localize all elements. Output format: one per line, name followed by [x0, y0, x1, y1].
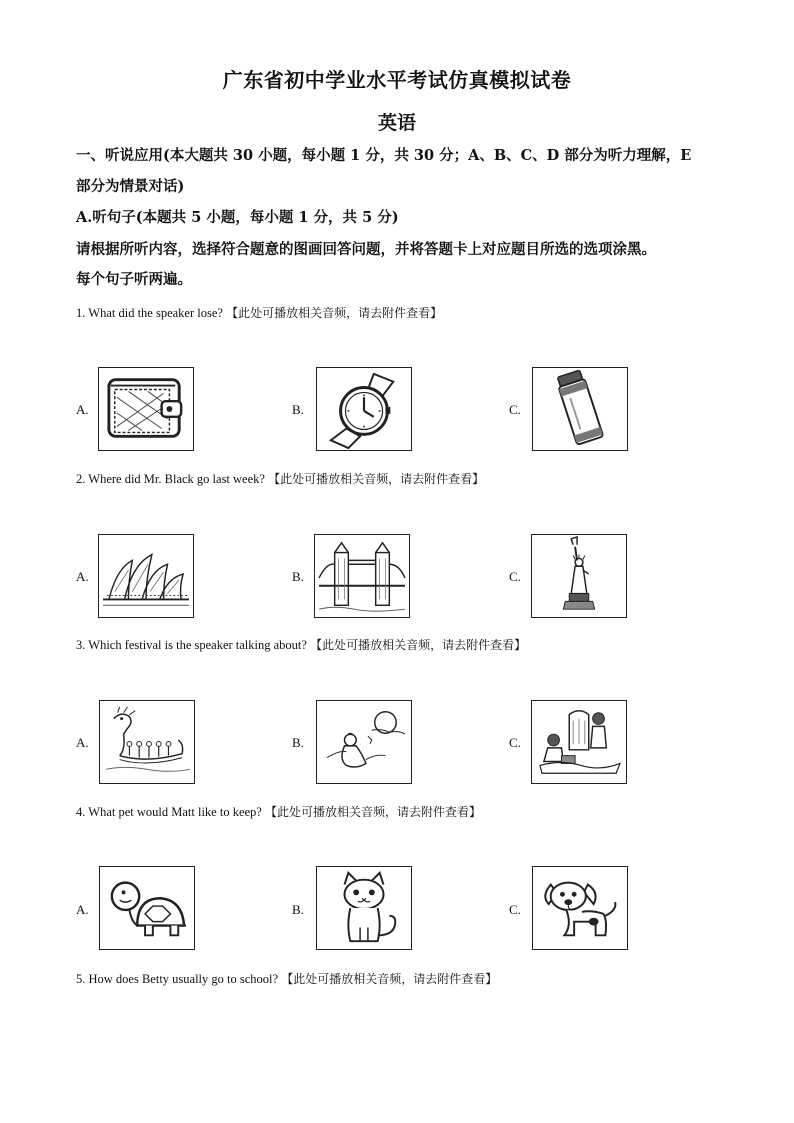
dragon-boat-image[interactable] — [99, 700, 195, 784]
audio-note-3[interactable]: 【此处可播放相关音频，请去附件查看】 — [310, 638, 527, 652]
section-heading-line2: 部分为情景对话) — [76, 178, 185, 195]
tower-bridge-image[interactable] — [314, 534, 410, 618]
question-2 — [76, 470, 484, 487]
turtle-image[interactable] — [99, 866, 195, 950]
option-1c-label: C. — [509, 402, 521, 417]
question-1 — [76, 304, 442, 321]
part-a-title: A.听句子(本题共 5 小题，每小题 1 分，共 5 分) — [76, 209, 399, 226]
moon-lady-icon — [317, 701, 411, 783]
statue-of-liberty-image[interactable] — [531, 534, 627, 618]
subject-title: 英语 — [377, 112, 416, 134]
audio-note-1[interactable]: 【此处可播放相关音频，请去附件查看】 — [226, 306, 443, 320]
dog-image[interactable] — [532, 866, 628, 950]
bottle-icon — [533, 368, 627, 450]
question-5-text: 5. How does Betty usually go to school? — [76, 972, 279, 986]
audio-note-2[interactable]: 【此处可播放相关音频，请去附件查看】 — [268, 472, 485, 486]
option-3a-label: A. — [76, 735, 89, 750]
option-1a-label: A. — [76, 402, 89, 417]
wallet-icon — [99, 368, 193, 450]
question-4-text: 4. What pet would Matt like to keep? — [76, 805, 262, 819]
dragon-boat-icon — [100, 701, 194, 783]
audio-note-5[interactable]: 【此处可播放相关音频，请去附件查看】 — [281, 972, 498, 986]
option-2c-label: C. — [509, 569, 521, 584]
option-4c-label: C. — [509, 902, 521, 917]
option-3b-label: B. — [292, 735, 304, 750]
option-2a-label: A. — [76, 569, 89, 584]
option-1b-label: B. — [292, 402, 304, 417]
cat-icon — [317, 867, 411, 949]
tomb-sweeping-image[interactable] — [531, 700, 627, 784]
bottle-image[interactable] — [532, 367, 628, 451]
instruction-line1: 请根据所听内容，选择符合题意的图画回答问题，并将答题卡上对应题目所选的选项涂黑。 — [76, 241, 656, 258]
question-2-text: 2. Where did Mr. Black go last week? — [76, 472, 265, 486]
exam-title: 广东省初中学业水平考试仿真模拟试卷 — [222, 68, 572, 92]
moon-lady-image[interactable] — [316, 700, 412, 784]
audio-note-4[interactable]: 【此处可播放相关音频，请去附件查看】 — [264, 805, 481, 819]
turtle-icon — [100, 867, 194, 949]
watch-icon — [317, 368, 411, 450]
watch-image[interactable] — [316, 367, 412, 451]
option-4a-label: A. — [76, 902, 89, 917]
question-1-text: 1. What did the speaker lose? — [76, 306, 223, 320]
statue-of-liberty-icon — [532, 535, 626, 617]
question-3 — [76, 636, 526, 653]
option-3c-label: C. — [509, 735, 521, 750]
option-2b-label: B. — [292, 569, 304, 584]
question-3-text: 3. Which festival is the speaker talking about? — [76, 638, 307, 652]
question-5 — [76, 970, 497, 987]
instruction-line2: 每个句子听两遍。 — [76, 271, 192, 288]
tower-bridge-icon — [315, 535, 409, 617]
question-4 — [76, 803, 481, 820]
wallet-image[interactable] — [98, 367, 194, 451]
opera-house-icon — [99, 535, 193, 617]
section-heading-line1: 一、听说应用(本大题共 30 小题，每小题 1 分，共 30 分；A、B、C、D 部分为听力理解，E — [76, 147, 692, 164]
option-4b-label: B. — [292, 902, 304, 917]
cat-image[interactable] — [316, 866, 412, 950]
tomb-sweeping-icon — [532, 701, 626, 783]
dog-icon — [533, 867, 627, 949]
opera-house-image[interactable] — [98, 534, 194, 618]
